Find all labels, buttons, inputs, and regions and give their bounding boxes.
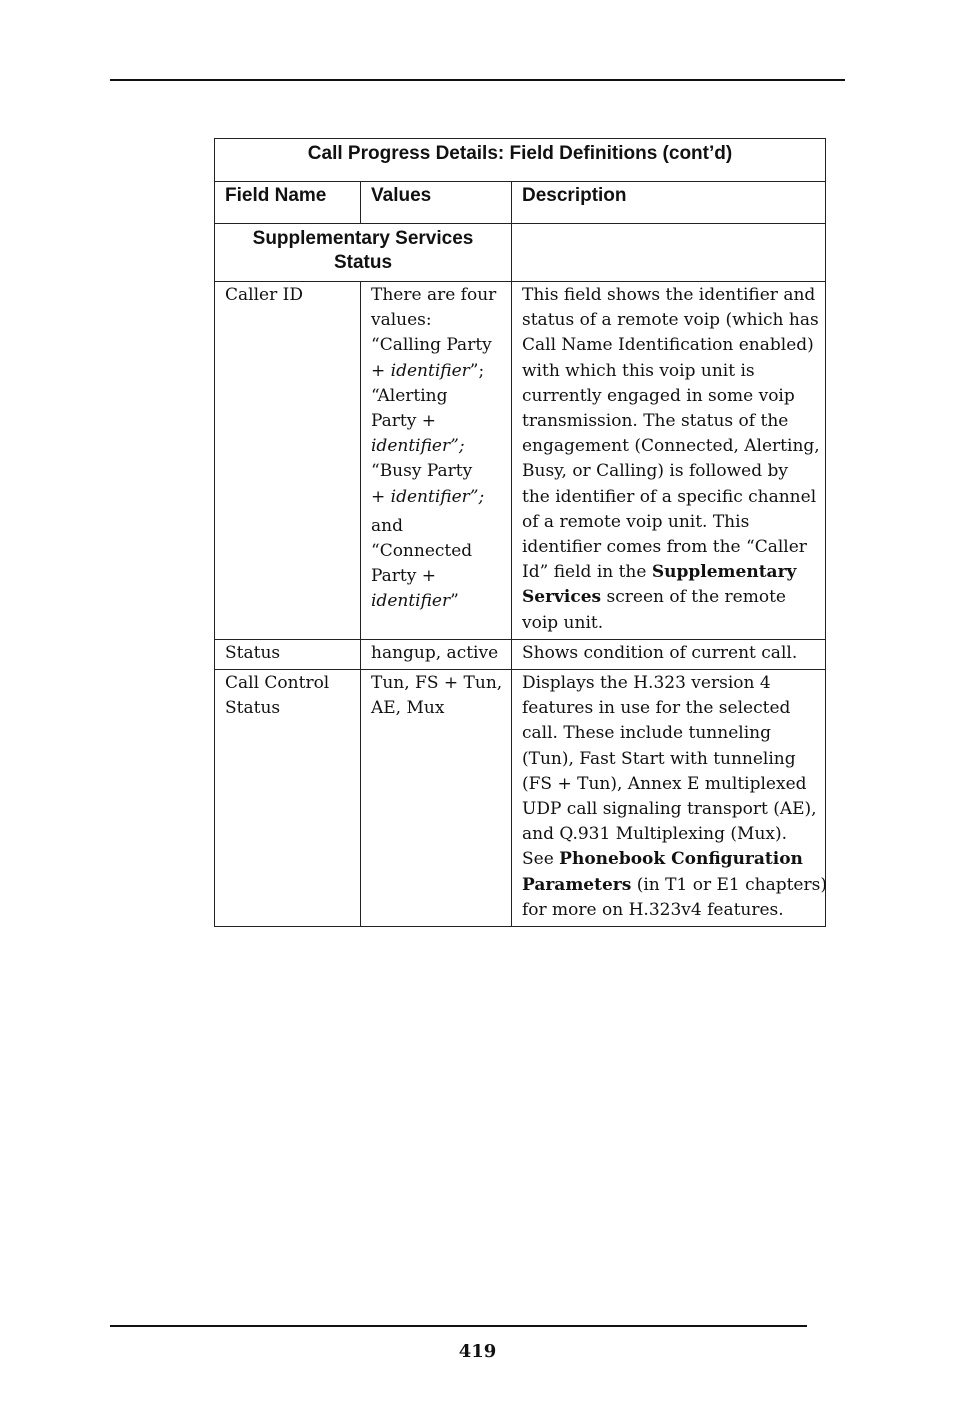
table-row [215,670,826,927]
description-line: status of a remote voip (which has [522,310,819,331]
description-line: UDP call signaling transport (AE), [522,799,817,820]
values-line: Tun, FS + Tun, [371,673,503,694]
description-line: Shows condition of current call. [522,642,798,663]
values-text: + [371,486,391,507]
values-text: + [371,360,391,381]
field-cell [215,670,361,927]
values-line [371,434,501,459]
values-line: values: [371,310,432,331]
section-heading [215,224,512,282]
description-line: for more on H.323v4 features. [522,899,784,920]
values-cell [361,639,512,669]
field-name: Status [225,642,281,663]
table-header-row [215,182,826,224]
values-line: and [371,515,403,536]
field-cell [215,282,361,640]
values-line: “Calling Party [371,335,492,356]
description-line: Call Name Identification enabled) [522,335,814,356]
field-definitions-table [214,138,826,927]
description-line: Displays the H.323 version 4 [522,673,771,694]
description-cell [512,282,826,640]
table-row [215,282,826,640]
table-row [215,639,826,669]
values-line [371,485,501,510]
page-number: 419 [458,1341,497,1362]
description-cell [512,670,826,927]
description-line [522,560,815,585]
description-line: features in use for the selected [522,698,791,719]
description-line: with which this voip unit is [522,360,755,381]
values-line: Party + [371,566,437,587]
header-description: Description [512,182,826,224]
description-text: (in T1 or E1 chapters) [631,874,827,895]
values-line: AE, Mux [371,698,445,719]
header-values: Values [361,182,512,224]
description-line: engagement (Connected, Alerting, [522,436,820,457]
values-line: “Busy Party [371,461,473,482]
description-line: of a remote voip unit. This [522,511,750,532]
table-title: Call Progress Details: Field Definitions (cont’d) [215,139,826,182]
values-cell [361,670,512,927]
description-bold: Supplementary [651,562,797,583]
values-line [371,589,501,614]
table-title-row [215,139,826,182]
description-line: identifier comes from the “Caller [522,537,807,558]
description-line: currently engaged in some voip [522,385,795,406]
description-bold: Phonebook Configuration [559,849,803,870]
header-field-name: Field Name [215,182,361,224]
description-line: and Q.931 Multiplexing (Mux). [522,824,788,845]
description-line [522,585,815,610]
description-line: transmission. The status of the [522,411,789,432]
field-name: Call Control [225,673,330,694]
section-empty-cell [512,224,826,282]
description-text: screen of the remote [601,587,786,608]
values-line: “Alerting [371,385,448,406]
values-line: “Connected [371,541,473,562]
values-italic: identifier [390,360,470,381]
header-rule [110,79,845,81]
description-text: Id” field in the [522,562,652,583]
values-italic: identifier”; [390,486,485,507]
description-line [522,847,815,872]
description-bold: Parameters [522,874,632,895]
description-cell [512,639,826,669]
description-line: This field shows the identifier and [522,285,816,305]
description-line [522,873,827,898]
values-line: There are four [371,285,497,305]
section-heading-line: Status [333,252,393,273]
values-text: ”; [469,360,485,381]
values-text: ” [450,591,459,612]
description-line: call. These include tunneling [522,723,771,744]
field-name: Status [225,698,281,719]
field-cell [215,639,361,669]
values-line: Party + [371,411,437,432]
description-bold: Services [522,587,602,608]
values-italic: identifier”; [371,436,465,457]
description-line: (Tun), Fast Start with tunneling [522,748,796,769]
section-heading-line: Supplementary Services [252,228,474,249]
description-line: Busy, or Calling) is followed by [522,461,788,482]
description-line: (FS + Tun), Annex E multiplexed [522,773,807,794]
values-cell [361,282,512,640]
values-line [371,359,501,384]
footer-rule [110,1325,807,1327]
description-text: See [522,849,560,870]
description-line: the identifier of a specific channel [522,486,817,507]
values-line: hangup, active [371,642,499,663]
description-line: voip unit. [522,612,604,633]
values-italic: identifier [371,591,451,612]
field-name: Caller ID [225,285,303,305]
section-row [215,224,826,282]
